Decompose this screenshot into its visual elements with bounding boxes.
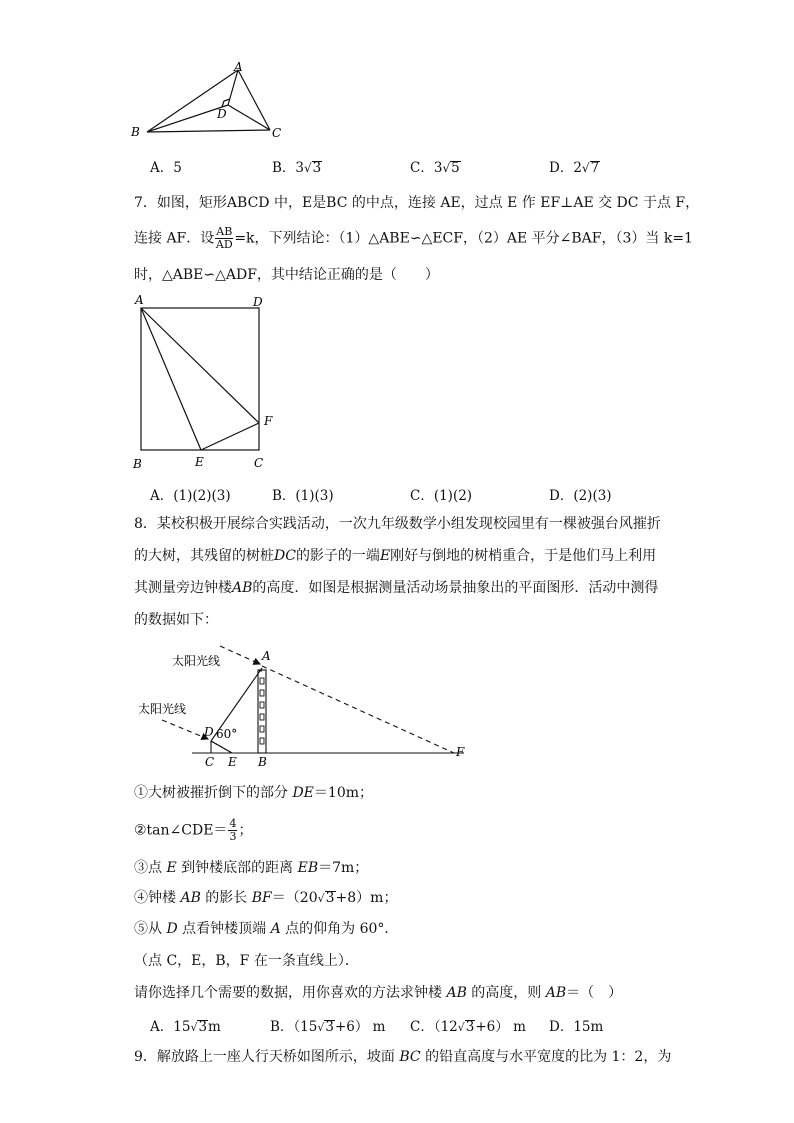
q6-label-C: C [272,126,282,140]
q8-option-b[interactable] [270,1015,385,1035]
text: 其测量旁边钟楼 [134,580,232,596]
option-label: B． [272,160,296,176]
q8-sun-ray-label-1: 太阳光线 [172,654,221,668]
fraction-denominator: 3 [229,830,237,843]
q6-option-b[interactable] [272,156,322,176]
option-coef: 2 [573,160,582,176]
radicand: 3 [465,1019,475,1035]
var: E [166,860,177,876]
var: AB [446,985,467,1001]
option-radicand: 7 [590,160,600,176]
option-coef: 3 [433,160,443,176]
radical-sign: √ [317,892,325,905]
q7-label-E: E [195,455,204,469]
fraction-denominator: AD [215,238,233,251]
option-label: A． [150,160,174,176]
q8-line-2 [134,546,656,566]
option-label: D． [549,160,574,176]
q7-label-F: F [264,414,273,428]
q8-ask [134,983,622,1003]
q7-label-B: B [133,457,142,471]
q8-label-A: A [262,649,271,663]
q8-label-D: D [204,725,214,739]
text: 的铅直高度与水平宽度的比为 1：2，为 [420,1049,672,1065]
text: 9．解放路上一座人行天桥如图所示，坡面 [134,1049,400,1065]
q7-label-C: C [254,456,264,470]
q8-label-C: C [205,755,215,768]
q8-label-F: F [456,745,465,759]
q8-line-4: 的数据如下： [134,612,218,628]
q7-fraction [215,226,233,251]
q8-item-5 [134,919,398,939]
option-label: C． [410,160,434,176]
q8-note: （点 C，E，B，F 在一条直线上）． [134,953,359,969]
text: ③点 [134,860,167,876]
text: +6） m [334,1019,386,1035]
text: ②tan∠CDE＝ [134,822,228,839]
q9-line-1 [134,1047,671,1067]
radicand: 3 [325,890,335,906]
text: ＝7m； [318,860,369,876]
text: 请你选择几个需要的数据，用你喜欢的方法求钟楼 [134,985,447,1001]
radicand: 3 [198,1019,208,1035]
text: 点看钟楼顶端 [177,921,271,937]
text: A．15 [150,1019,191,1035]
q7-line-2 [134,226,693,251]
text: C．（12 [410,1019,458,1035]
radical-sign: √ [581,161,590,175]
text: B．（15 [270,1019,318,1035]
q7-label-A: A [135,293,144,307]
text: 点的仰角为 60°． [280,921,399,937]
text: 的影子的一端 [295,548,380,564]
radicand: 3 [325,1019,334,1035]
q7-option-c[interactable]: C．(1)(2) [410,488,473,504]
q8-item-1 [134,783,373,803]
q7-option-b[interactable]: B．(1)(3) [272,488,334,504]
option-radicand: 5 [451,160,460,176]
q6-option-d[interactable] [549,156,600,176]
q6-label-D: D [217,107,227,121]
var: D [166,921,178,937]
radical-sign: √ [304,161,312,175]
text: 的高度．如图是根据测量活动场景抽象出的平面图形．活动中测得 [252,580,659,596]
radical-sign: √ [190,1021,198,1034]
option-radicand: 3 [312,160,322,176]
text: +6） m [475,1019,526,1035]
text: 的大树，其残留的树桩 [134,548,274,564]
q6-option-a[interactable] [150,156,182,176]
q8-option-c[interactable] [410,1015,526,1035]
text: 刚好与倒地的树梢重合，于是他们马上利用 [390,548,657,564]
q6-triangle-figure [125,60,300,145]
text: 的高度，则 [466,985,546,1001]
q8-line-1: 8．某校积极开展综合实践活动，一次九年级数学小组发现校园里有一棵被强台风摧折 [134,516,661,532]
q7-option-a[interactable]: A．(1)(2)(3) [150,488,231,504]
q8-sun-ray-label-2: 太阳光线 [138,702,187,716]
q8-option-d[interactable]: D．15m [549,1019,604,1035]
q6-label-A: A [234,60,243,74]
q7-label-D: D [253,295,263,309]
option-coef: 3 [295,160,305,176]
var: AB [232,580,253,596]
q8-item-3 [134,858,368,878]
text: ＝（20 [271,890,318,906]
q7-line-3: 时，△ABE∽△ADF，其中结论正确的是（ ） [134,267,439,283]
q7-rectangle-figure [128,290,288,475]
text: ＝10m； [313,785,373,801]
q8-angle-label: 60° [216,727,238,741]
radical-sign: √ [317,1021,325,1034]
q6-label-B: B [131,125,140,139]
var: AB [180,890,201,906]
text: =k，下列结论：（1）△ABE∽△ECF，（2）AE 平分∠BAF，（3）当 k=1 [234,230,693,247]
text: +8）m； [335,890,398,906]
var: DE [292,785,314,801]
var: BC [399,1049,421,1065]
var: A [270,921,281,937]
option-value: 5 [173,160,182,176]
q8-label-B: B [258,755,267,768]
fraction-numerator: 4 [229,817,237,830]
text: ①大树被摧折倒下的部分 [134,785,293,801]
q7-option-d[interactable]: D．(2)(3) [549,488,612,504]
text: ； [238,822,253,839]
var: AB [545,985,567,1001]
text: ＝（ ） [566,985,623,1001]
text: 连接 AF．设 [134,230,215,247]
radical-sign: √ [457,1021,465,1034]
text: ④钟楼 [134,890,181,906]
q8-label-E: E [228,755,237,768]
text: 到钟楼底部的距离 [176,860,298,876]
q7-line-1: 7．如图，矩形ABCD 中，E是BC 的中点，连接 AE，过点 E 作 EF⊥AE 交 DC 于点 F， [134,195,700,211]
text: m [208,1019,221,1035]
text: ⑤从 [134,921,167,937]
var: BF [251,890,272,906]
q8-clocktower-figure [134,638,479,768]
q8-fraction [228,818,237,843]
q8-line-3 [134,578,658,598]
q8-item-4 [134,888,397,909]
var: E [379,548,391,564]
var: DC [274,548,296,564]
q6-option-c[interactable] [410,156,461,176]
text: 的影长 [200,890,252,906]
q8-item-2 [134,818,252,843]
radical-sign: √ [442,161,451,175]
q8-option-a[interactable] [150,1015,221,1035]
var: EB [297,860,319,876]
fraction-numerator: AB [216,225,233,238]
